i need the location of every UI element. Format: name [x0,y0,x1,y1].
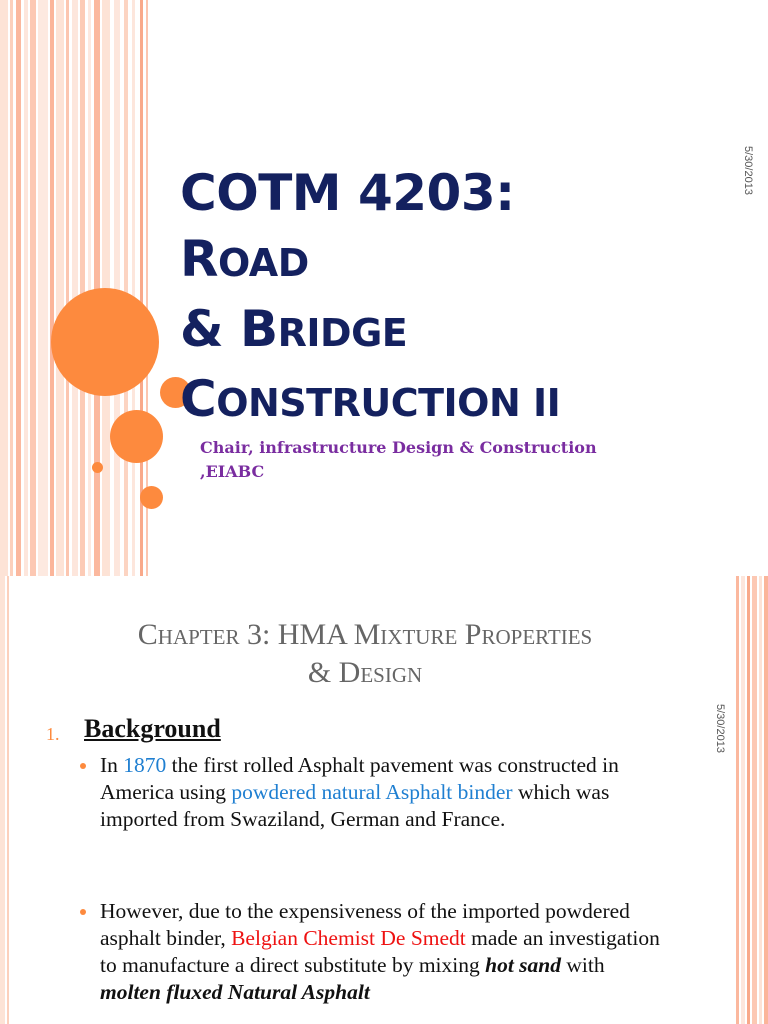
decor-stripe [0,0,8,576]
section-number: 1. [46,724,60,744]
chapter-title: Chapter 3: HMA Mixture Properties & Design [137,618,593,689]
decor-stripe [0,576,5,1024]
slide-title-heading: COTM 4203: ROAD & BRIDGE CONSTRUCTION II [180,164,561,428]
decor-circle [110,410,163,463]
bullet-item [80,752,660,833]
bullet-dot-icon [80,909,86,915]
bullet-dot-icon [80,763,86,769]
bullet-text: However, due to the expensiveness of the imported powdered asphalt binder, Belgian Chemist De Smedt made an investigation to manufacture a direct substitute by mixing hot sand with molten fluxed Natural Asphalt [100,899,660,1004]
bullet-item [80,898,660,1006]
decor-circle [92,462,103,473]
decor-stripe [764,576,768,1024]
decor-stripe [50,0,54,576]
decor-stripe [759,576,762,1024]
slide-subtitle: Chair, infrastructure Design & Construction ,EIABC [200,438,597,481]
bullet-text: In 1870 the first rolled Asphalt pavement was constructed in America using powdered natural Asphalt binder which was imported from Swaziland, German and France. [100,753,619,831]
decor-circle [51,288,159,396]
decor-stripe [741,576,745,1024]
decor-stripe [30,0,36,576]
decor-circle [140,486,163,509]
section-heading: Background [84,714,221,743]
decor-stripe [10,0,13,576]
slide-date: 5/30/2013 [714,704,726,753]
decor-stripe [752,576,757,1024]
decor-stripe [7,576,9,1024]
slide-date: 5/30/2013 [742,146,754,195]
decor-stripe [38,0,48,576]
decor-stripe [24,0,28,576]
decor-stripe [88,0,91,576]
decor-stripe [132,0,135,576]
decor-stripe [747,576,750,1024]
decor-stripe [80,0,85,576]
decor-stripe [16,0,21,576]
decor-stripe [736,576,739,1024]
slide-chapter [0,576,768,1024]
decor-stripe [124,0,128,576]
decor-stripe [72,0,78,576]
decor-stripe [66,0,69,576]
decor-stripe [56,0,64,576]
